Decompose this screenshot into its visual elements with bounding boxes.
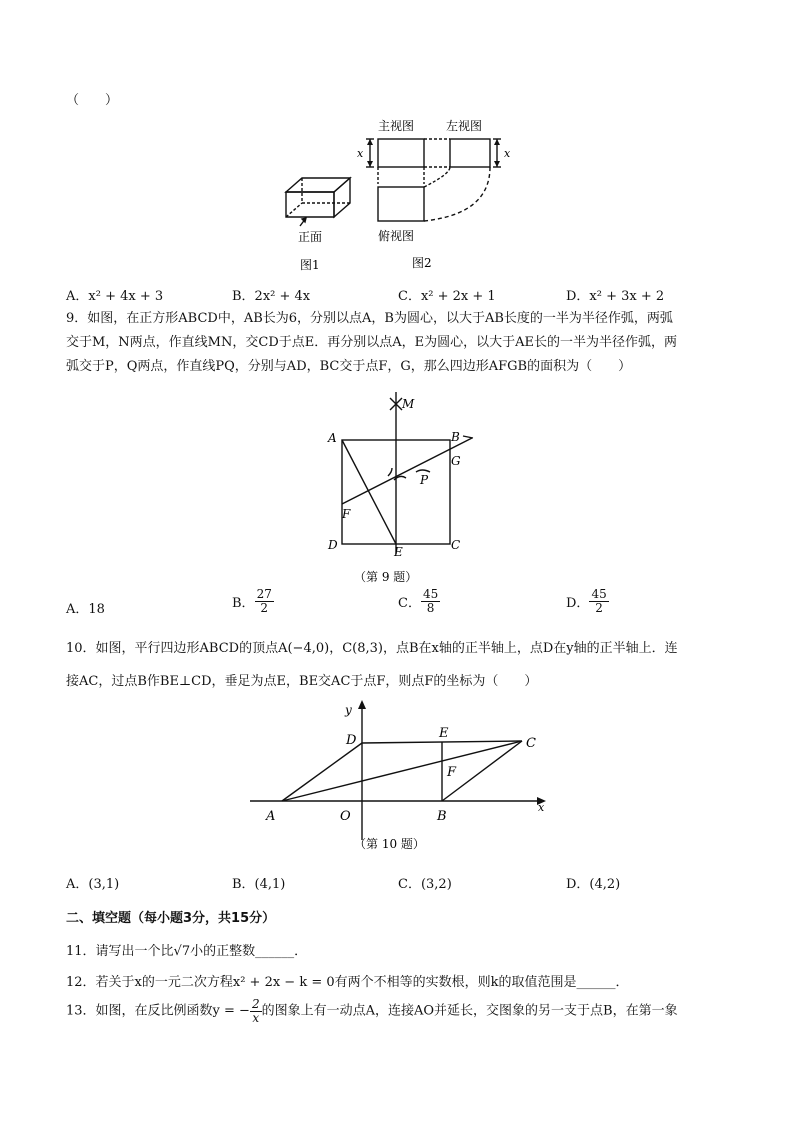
q8-option-d: D．x² + 3x + 2 (566, 289, 665, 304)
q13-suffix: 的图象上有一动点A，连接AO并延长，交图象的另一支于点B，在第一象 (261, 1003, 678, 1019)
q11-text: 11．请写出一个比√7小的正整数______． (66, 944, 308, 959)
q9-label-P: P (420, 473, 429, 487)
q10-option-a: A．(3,1) (66, 877, 120, 892)
q9-label-E: E (394, 545, 403, 559)
q8-front-view-label: 主视图 (378, 119, 415, 133)
q10-label-A: A (266, 809, 276, 824)
q9-label-G: G (451, 454, 461, 468)
q8-top-view-label: 俯视图 (378, 229, 415, 243)
q9-option-d-num: 45 (591, 587, 607, 601)
q8-answer-paren: （ ） (66, 93, 119, 108)
q9-option-b-num: 27 (256, 587, 272, 601)
q8-front-face-label: 正面 (298, 230, 323, 244)
q8-fig1-label: 图1 (300, 258, 320, 272)
q10-figure (246, 700, 556, 856)
q8-option-c: C．x² + 2x + 1 (398, 289, 496, 304)
q10-label-E: E (439, 726, 449, 741)
q8-box-figure (286, 178, 350, 226)
q10-option-b: B．(4,1) (232, 877, 286, 892)
q9-label-C: C (451, 538, 461, 552)
q9-option-b-prefix: B． (232, 596, 255, 611)
q9-option-b (232, 588, 274, 615)
q10-label-x: x (538, 801, 545, 814)
q10-label-O: O (340, 809, 351, 824)
q9-option-d-den: 2 (595, 601, 603, 615)
q10-label-y: y (345, 703, 352, 717)
q9-label-F: F (342, 507, 351, 521)
q13-prefix: 13．如图，在反比例函数y = − (66, 1003, 250, 1019)
q9-option-d-prefix: D． (566, 596, 590, 611)
q8-option-a: A．x² + 4x + 3 (66, 289, 164, 304)
q10-caption: （第 10 题） (354, 837, 425, 851)
q10-line-2: 接AC，过点B作BE⊥CD，垂足为点E，BE交AC于点F，则点F的坐标为（ ） (66, 674, 538, 689)
q9-label-M: M (402, 397, 415, 411)
q10-option-c: C．(3,2) (398, 877, 452, 892)
section-fill-in-title: 二、填空题（每小题3分，共15分） (66, 911, 276, 926)
q10-label-B: B (437, 809, 447, 824)
q13-frac-den: x (252, 1011, 260, 1025)
q9-figure (320, 388, 490, 588)
q9-option-d (566, 588, 609, 615)
q13-frac-num: 2 (251, 997, 260, 1011)
q9-line-3: 弧交于P，Q两点，作直线PQ，分别与AD，BC交于点F，G，那么四边形AFGB的面积为（ ） (66, 359, 632, 374)
q10-label-D: D (346, 733, 357, 748)
q9-label-B: B (451, 430, 460, 444)
q9-label-D: D (328, 538, 338, 552)
q8-x-label-left: x (357, 147, 364, 160)
q9-label-A: A (328, 431, 337, 445)
q9-option-c-prefix: C． (398, 596, 421, 611)
q9-option-c-den: 8 (426, 601, 435, 615)
q13-text (66, 998, 678, 1025)
q10-line-1: 10．如图，平行四边形ABCD的顶点A(−4,0)，C(8,3)，点B在x轴的正半轴上，点D在y轴的正半轴上．连 (66, 641, 678, 656)
q9-option-b-den: 2 (260, 601, 269, 615)
q9-option-c-num: 45 (422, 587, 439, 601)
q10-label-F: F (447, 765, 457, 780)
q12-text: 12．若关于x的一元二次方程x² + 2x − k = 0有两个不相等的实数根，则k的取值范围是______． (66, 975, 629, 990)
q8-option-b: B．2x² + 4x (232, 289, 311, 304)
q10-label-C: C (526, 736, 536, 751)
q8-left-view-label: 左视图 (446, 119, 483, 133)
q9-option-c (398, 588, 440, 615)
q9-option-a: A．18 (66, 602, 105, 617)
q8-fig2-label: 图2 (412, 256, 432, 270)
q8-figure (276, 112, 526, 277)
q9-line-2: 交于M，N两点，作直线MN，交CD于点E．再分别以点A，E为圆心，以大于AE长的一半为半径作弧，两 (66, 335, 677, 350)
q8-x-label-right: x (504, 147, 511, 160)
q10-option-d: D．(4,2) (566, 877, 621, 892)
q9-line-1: 9．如图，在正方形ABCD中，AB长为6，分别以点A，B为圆心，以大于AB长度的一半为半径作弧，两弧 (66, 311, 673, 326)
q9-caption: （第 9 题） (354, 570, 418, 584)
